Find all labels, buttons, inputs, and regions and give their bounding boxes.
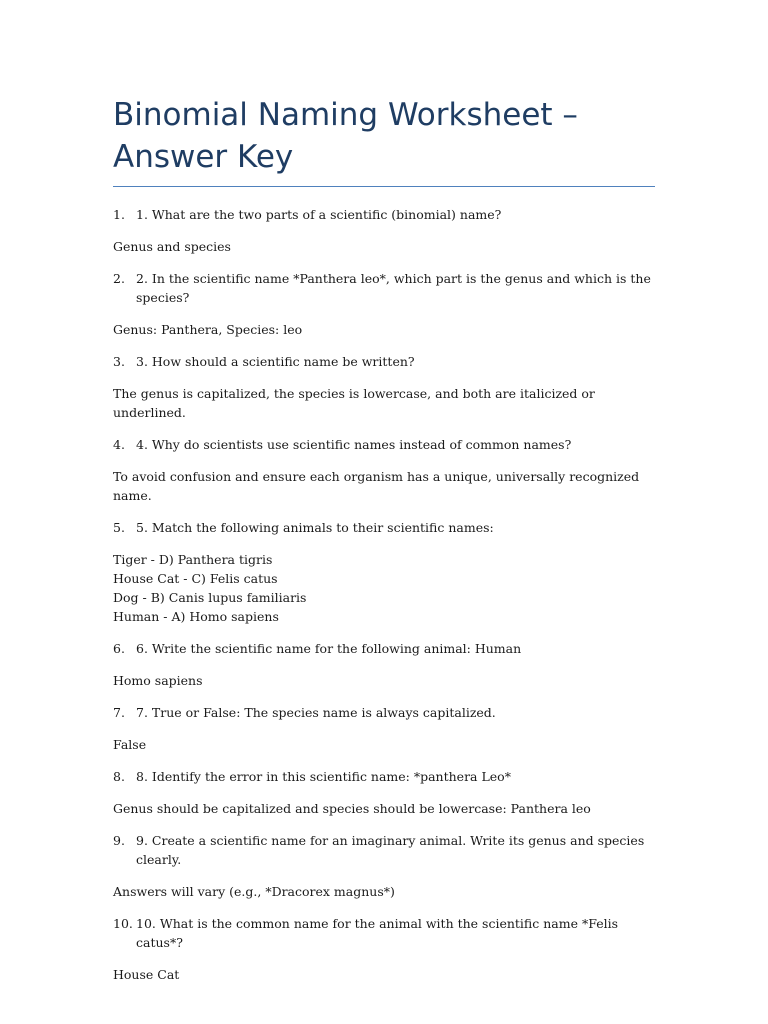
- question-number: 6.: [113, 641, 125, 656]
- answer-line: Answers will vary (e.g., *Dracorex magnus*): [113, 884, 395, 899]
- answer-text: [113, 799, 655, 818]
- question-number: 3.: [113, 354, 125, 369]
- answer-line: House Cat: [113, 967, 180, 982]
- question-item: [113, 435, 655, 454]
- question-item: [113, 914, 655, 952]
- question-text: 8. Identify the error in this scientific name: *panthera Leo*: [136, 769, 511, 784]
- answer-line: Genus and species: [113, 239, 231, 254]
- question-number: 5.: [113, 520, 125, 535]
- answer-text: [113, 384, 655, 422]
- answer-text: [113, 882, 655, 901]
- question-text: 3. How should a scientific name be written?: [136, 354, 415, 369]
- answer-line: False: [113, 737, 147, 752]
- answer-line: House Cat - C) Felis catus: [113, 571, 278, 586]
- question-item: [113, 205, 655, 224]
- answer-line: Genus should be capitalized and species should be lowercase: Panthera leo: [113, 801, 591, 816]
- answer-text: [113, 237, 655, 256]
- question-item: [113, 269, 655, 307]
- question-number: 1.: [113, 207, 125, 222]
- answer-text: [113, 735, 655, 754]
- answer-line: The genus is capitalized, the species is lowercase, and both are italicized or underlined.: [113, 386, 595, 420]
- document-page: [113, 94, 655, 997]
- question-item: [113, 831, 655, 869]
- question-item: [113, 767, 655, 786]
- answer-line: Homo sapiens: [113, 673, 203, 688]
- question-item: [113, 703, 655, 722]
- answer-text: [113, 671, 655, 690]
- question-text: 1. What are the two parts of a scientific (binomial) name?: [136, 207, 502, 222]
- question-text: 2. In the scientific name *Panthera leo*, which part is the genus and which is the species?: [136, 271, 651, 305]
- answer-line: Human - A) Homo sapiens: [113, 609, 279, 624]
- answer-text: [113, 550, 655, 626]
- document-title: Binomial Naming Worksheet – Answer Key: [113, 94, 655, 187]
- question-number: 7.: [113, 705, 125, 720]
- question-text: 4. Why do scientists use scientific names instead of common names?: [136, 437, 572, 452]
- question-text: 5. Match the following animals to their scientific names:: [136, 520, 494, 535]
- question-number: 8.: [113, 769, 125, 784]
- answer-text: [113, 320, 655, 339]
- question-list: [113, 205, 655, 984]
- answer-line: Tiger - D) Panthera tigris: [113, 552, 273, 567]
- question-number: 2.: [113, 271, 125, 286]
- answer-text: [113, 965, 655, 984]
- question-text: 7. True or False: The species name is always capitalized.: [136, 705, 496, 720]
- question-text: 10. What is the common name for the animal with the scientific name *Felis catus*?: [136, 916, 619, 950]
- question-text: 9. Create a scientific name for an imaginary animal. Write its genus and species clearly.: [136, 833, 645, 867]
- question-item: [113, 639, 655, 658]
- question-item: [113, 518, 655, 537]
- question-number: 10.: [113, 916, 133, 931]
- question-text: 6. Write the scientific name for the following animal: Human: [136, 641, 522, 656]
- answer-line: Dog - B) Canis lupus familiaris: [113, 590, 307, 605]
- answer-line: To avoid confusion and ensure each organism has a unique, universally recognized name.: [113, 469, 640, 503]
- answer-line: Genus: Panthera, Species: leo: [113, 322, 303, 337]
- question-item: [113, 352, 655, 371]
- answer-text: [113, 467, 655, 505]
- question-number: 4.: [113, 437, 125, 452]
- question-number: 9.: [113, 833, 125, 848]
